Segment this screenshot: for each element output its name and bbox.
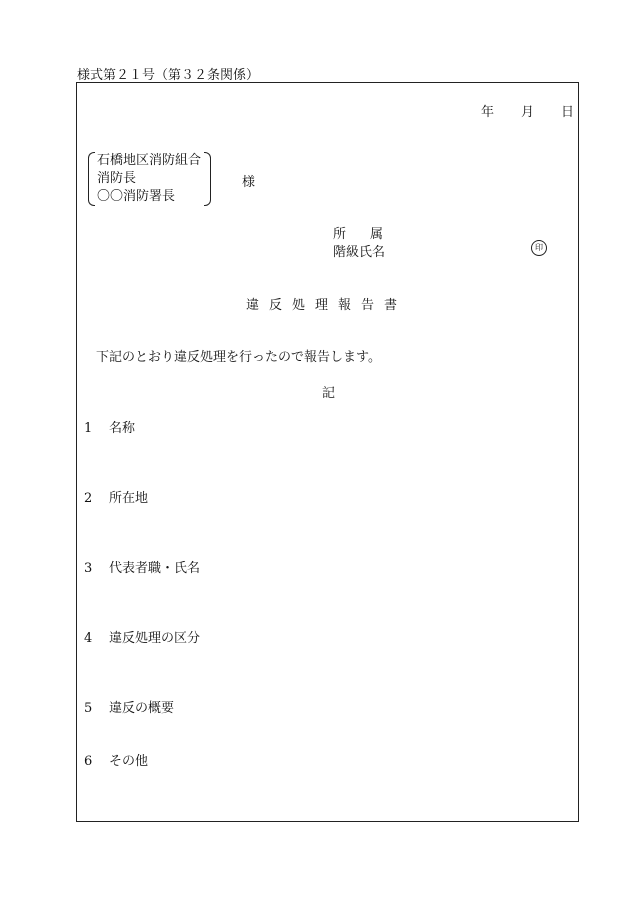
addressee-block	[88, 152, 213, 206]
item-number: 4	[84, 631, 93, 646]
list-item	[84, 487, 148, 506]
intro-text: 下記のとおり違反処理を行ったので報告します。	[96, 350, 381, 365]
affiliation-char-2: 属	[370, 227, 384, 242]
list-item	[84, 417, 135, 436]
list-item	[84, 750, 148, 769]
addressee-line-2: 消防長	[97, 171, 137, 186]
item-number: 6	[84, 754, 93, 769]
item-label: 名称	[109, 421, 136, 436]
item-label: 所在地	[109, 491, 149, 506]
document-title: 違反処理報告書	[246, 298, 408, 313]
item-number: 1	[84, 421, 93, 436]
date-month-label: 月	[521, 105, 535, 120]
ki-heading: 記	[322, 386, 336, 401]
list-item	[84, 557, 200, 576]
date-day-label: 日	[561, 105, 575, 120]
item-number: 3	[84, 561, 93, 576]
item-number: 5	[84, 701, 93, 716]
affiliation-label	[333, 223, 383, 242]
form-number: 様式第２１号（第３２条関係）	[77, 68, 260, 83]
affiliation-char-1: 所	[333, 227, 347, 242]
item-label: 違反の概要	[109, 701, 175, 716]
list-item	[84, 697, 174, 716]
date-year-label: 年	[481, 105, 495, 120]
honorific: 様	[242, 175, 256, 190]
addressee-line-3: 〇〇消防署長	[97, 189, 176, 204]
item-label: 代表者職・氏名	[109, 561, 201, 576]
item-label: 違反処理の区分	[109, 631, 201, 646]
list-item	[84, 627, 200, 646]
left-bracket	[88, 152, 95, 206]
item-label: その他	[109, 754, 149, 769]
addressee-line-1: 石橋地区消防組合	[97, 153, 202, 168]
item-number: 2	[84, 491, 93, 506]
right-bracket	[204, 152, 211, 206]
seal-icon: 印	[531, 240, 547, 256]
rank-name-label: 階級氏名	[333, 245, 386, 260]
